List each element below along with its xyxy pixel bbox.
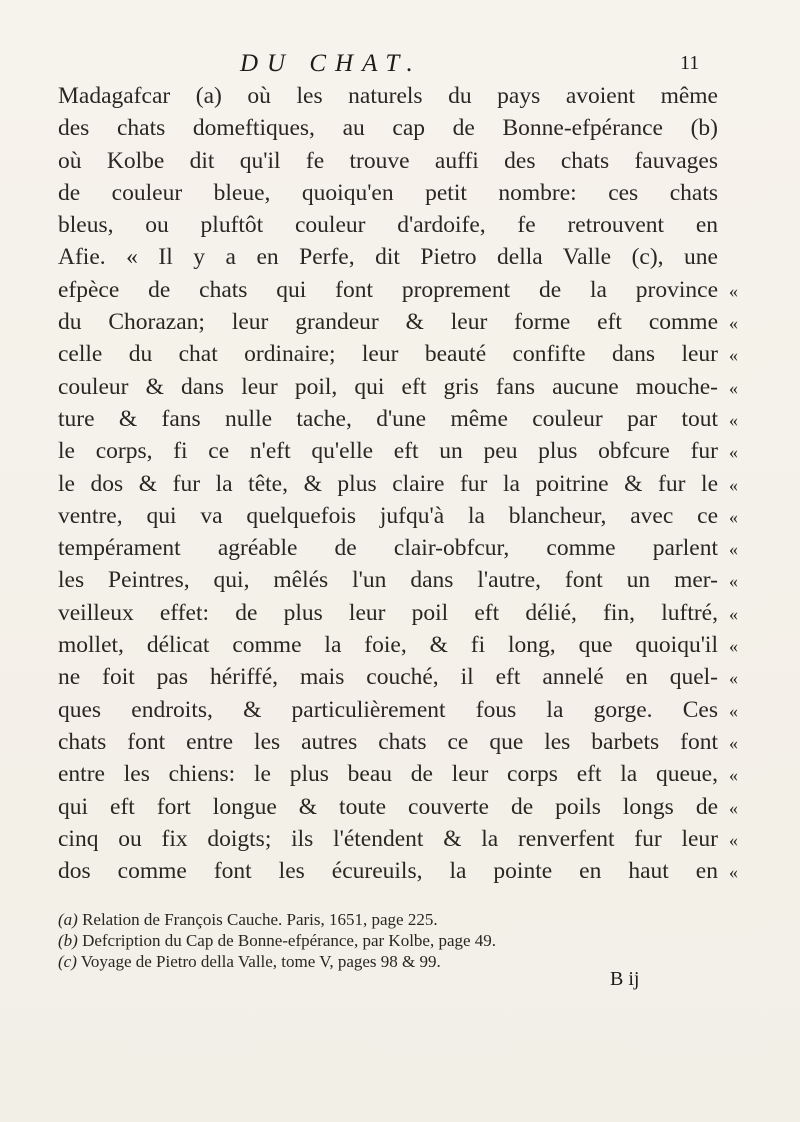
text-line xyxy=(58,435,738,467)
line-text: tempérament agréable de clair-obfcur, comme parlent xyxy=(58,535,718,562)
footnote-text: Defcription du Cap de Bonne-efpérance, par Kolbe, page 49. xyxy=(77,931,497,950)
text-line xyxy=(58,468,738,500)
text-line xyxy=(58,112,738,144)
line-text: mollet, délicat comme la foie, & fi long, que quoiqu'il xyxy=(58,632,718,659)
quote-mark: « xyxy=(729,506,738,527)
text-line xyxy=(58,855,738,887)
quote-mark: « xyxy=(729,732,738,753)
footnote xyxy=(58,931,718,952)
text-line xyxy=(58,791,738,823)
line-text: où Kolbe dit qu'il fe trouve auffi des chats fauvages xyxy=(58,147,718,174)
footnote xyxy=(58,910,718,931)
line-text: de couleur bleue, quoiqu'en petit nombre: ces chats xyxy=(58,179,718,206)
quote-mark: « xyxy=(729,636,738,657)
line-text: le corps, fi ce n'eft qu'elle eft un peu plus obfcure fur xyxy=(58,438,718,465)
body-text xyxy=(58,80,738,887)
line-text: ques endroits, & particulièrement fous la gorge. Ces xyxy=(58,696,718,723)
quote-mark: « xyxy=(729,862,738,883)
line-text: dos comme font les écureuils, la pointe en haut en xyxy=(58,858,718,885)
quote-mark: « xyxy=(729,313,738,334)
quote-mark: « xyxy=(729,442,738,463)
text-line xyxy=(58,241,738,273)
line-text: le dos & fur la tête, & plus claire fur la poitrine & fur le xyxy=(58,470,718,497)
text-line xyxy=(58,758,738,790)
line-text: entre les chiens: le plus beau de leur corps eft la queue, xyxy=(58,761,718,788)
line-text: du Chorazan; leur grandeur & leur forme eft comme xyxy=(58,309,718,336)
line-text: ne foit pas hériffé, mais couché, il eft annelé en quel- xyxy=(58,664,718,691)
text-line xyxy=(58,726,738,758)
text-line xyxy=(58,532,738,564)
footnote-text: Voyage de Pietro della Valle, tome V, pages 98 & 99. xyxy=(76,952,441,971)
text-line xyxy=(58,500,738,532)
text-line xyxy=(58,371,738,403)
quote-mark: « xyxy=(729,280,738,301)
quote-mark: « xyxy=(729,700,738,721)
quote-mark: « xyxy=(729,829,738,850)
text-line xyxy=(58,338,738,370)
quote-mark: « xyxy=(729,571,738,592)
line-text: celle du chat ordinaire; leur beauté confifte dans leur xyxy=(58,341,718,368)
signature-mark: B ij xyxy=(610,968,640,990)
footnote-mark: (a) xyxy=(58,910,78,929)
footnote-text: Relation de François Cauche. Paris, 1651, page 225. xyxy=(77,910,438,929)
line-text: efpèce de chats qui font proprement de la province xyxy=(58,276,718,303)
text-line xyxy=(58,403,738,435)
line-text: veilleux effet: de plus leur poil eft délié, fin, luftré, xyxy=(58,599,718,626)
footnote-mark: (c) xyxy=(58,952,77,971)
page-number: 11 xyxy=(680,52,700,74)
footnote-mark: (b) xyxy=(58,931,78,950)
text-line xyxy=(58,80,738,112)
line-text: ture & fans nulle tache, d'une même couleur par tout xyxy=(58,405,718,432)
text-line xyxy=(58,306,738,338)
line-text: les Peintres, qui, mêlés l'un dans l'autre, font un mer- xyxy=(58,567,718,594)
line-text: bleus, ou pluftôt couleur d'ardoife, fe retrouvent en xyxy=(58,212,718,239)
quote-mark: « xyxy=(729,345,738,366)
line-text: Afie. « Il y a en Perfe, dit Pietro della Valle (c), une xyxy=(58,244,718,271)
line-text: cinq ou fix doigts; ils l'étendent & la renverfent fur leur xyxy=(58,825,718,852)
quote-mark: « xyxy=(729,668,738,689)
line-text: chats font entre les autres chats ce que les barbets font xyxy=(58,728,718,755)
quote-mark: « xyxy=(729,539,738,560)
text-line xyxy=(58,177,738,209)
text-line xyxy=(58,823,738,855)
line-text: Madagafcar (a) où les naturels du pays avoient même xyxy=(58,83,718,109)
quote-mark: « xyxy=(729,603,738,624)
text-line xyxy=(58,597,738,629)
line-text: ventre, qui va quelquefois jufqu'à la blancheur, avec ce xyxy=(58,502,718,529)
text-line xyxy=(58,145,738,177)
text-line xyxy=(58,274,738,306)
quote-mark: « xyxy=(729,474,738,495)
quote-mark: « xyxy=(729,409,738,430)
text-line xyxy=(58,564,738,596)
text-line xyxy=(58,209,738,241)
line-text: couleur & dans leur poil, qui eft gris fans aucune mouche- xyxy=(58,373,718,400)
quote-mark: « xyxy=(729,797,738,818)
text-line xyxy=(58,661,738,693)
line-text: des chats domeftiques, au cap de Bonne-efpérance (b) xyxy=(58,115,718,142)
running-head: DU CHAT. xyxy=(240,50,422,77)
footnotes xyxy=(58,910,718,973)
text-line xyxy=(58,694,738,726)
quote-mark: « xyxy=(729,377,738,398)
line-text: qui eft fort longue & toute couverte de poils longs de xyxy=(58,793,718,820)
quote-mark: « xyxy=(729,765,738,786)
text-line xyxy=(58,629,738,661)
page-header xyxy=(0,50,800,82)
